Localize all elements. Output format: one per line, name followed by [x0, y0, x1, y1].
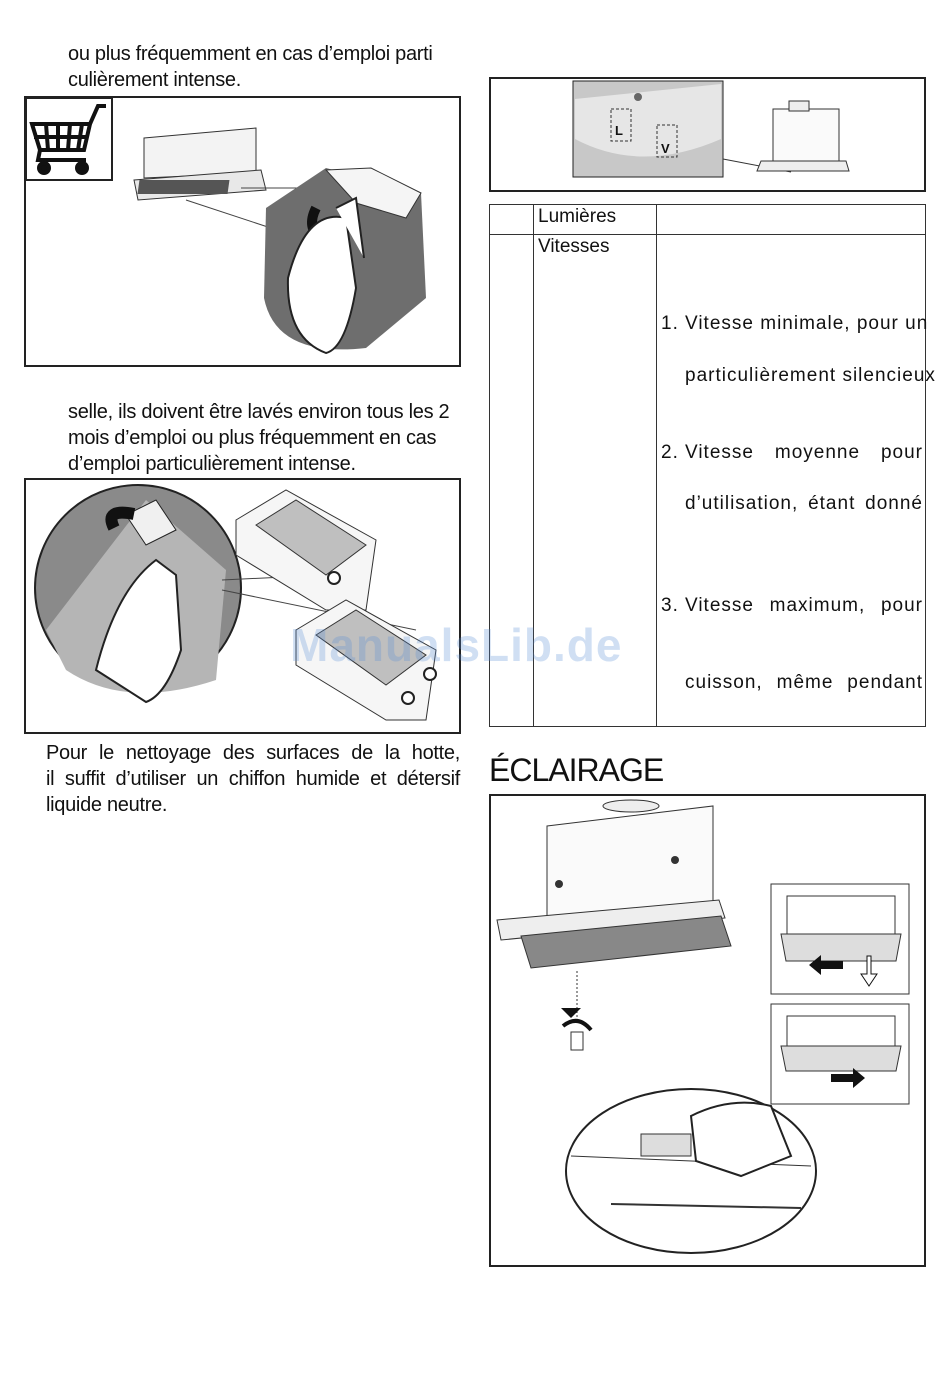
text-line: culièrement intense. — [68, 69, 241, 91]
figure-filter-removal — [24, 96, 461, 367]
text-line: ou plus fréquemment en cas d’emploi parti — [68, 43, 433, 65]
table-cell-lights: Lumières — [538, 206, 617, 227]
section-heading-lighting: ÉCLAIRAGE — [489, 752, 664, 788]
controls-illustration — [491, 79, 928, 194]
speed-number: 1. — [661, 313, 679, 334]
speed-text: d’utilisation, étant donné — [685, 493, 923, 514]
text-line: d’emploi particulièrement intense. — [68, 453, 356, 475]
speed-text: Vitesse moyenne pour — [685, 442, 923, 463]
speed-number: 3. — [661, 595, 679, 616]
table-cell-speeds: Vitesses — [538, 236, 610, 257]
text-line: mois d’emploi ou plus fréquemment en cas — [68, 427, 437, 449]
filter-latch-illustration — [26, 480, 463, 736]
text-line: selle, ils doivent être lavés environ tous les 2 — [68, 401, 450, 423]
text-line: liquide neutre. — [46, 794, 168, 816]
filter-removal-illustration — [26, 98, 463, 369]
paragraph-filter-intro — [68, 41, 433, 93]
speed-text: Vitesse maximum, pour — [685, 595, 923, 616]
paragraph-surface-cleaning — [46, 740, 460, 818]
text-line: il suffit d’utiliser un chiffon humide et détersif — [46, 768, 460, 790]
figure-lighting — [489, 794, 926, 1267]
figure-filter-latch — [24, 478, 461, 734]
control-label-v: V — [661, 141, 670, 156]
watermark: ManualsLib.de — [290, 619, 623, 671]
speed-text: particulièrement silencieux — [685, 365, 936, 386]
speed-text: cuisson, même pendant — [685, 672, 923, 693]
speed-text: Vitesse minimale, pour un — [685, 313, 929, 334]
speed-item-cont — [685, 365, 936, 387]
text-line: Pour le nettoyage des surfaces de la hotte, — [46, 742, 460, 764]
lighting-illustration — [491, 796, 928, 1269]
speed-number: 2. — [661, 442, 679, 463]
paragraph-filter-washing — [68, 399, 449, 477]
control-label-l: L — [615, 123, 623, 138]
figure-controls — [489, 77, 926, 192]
